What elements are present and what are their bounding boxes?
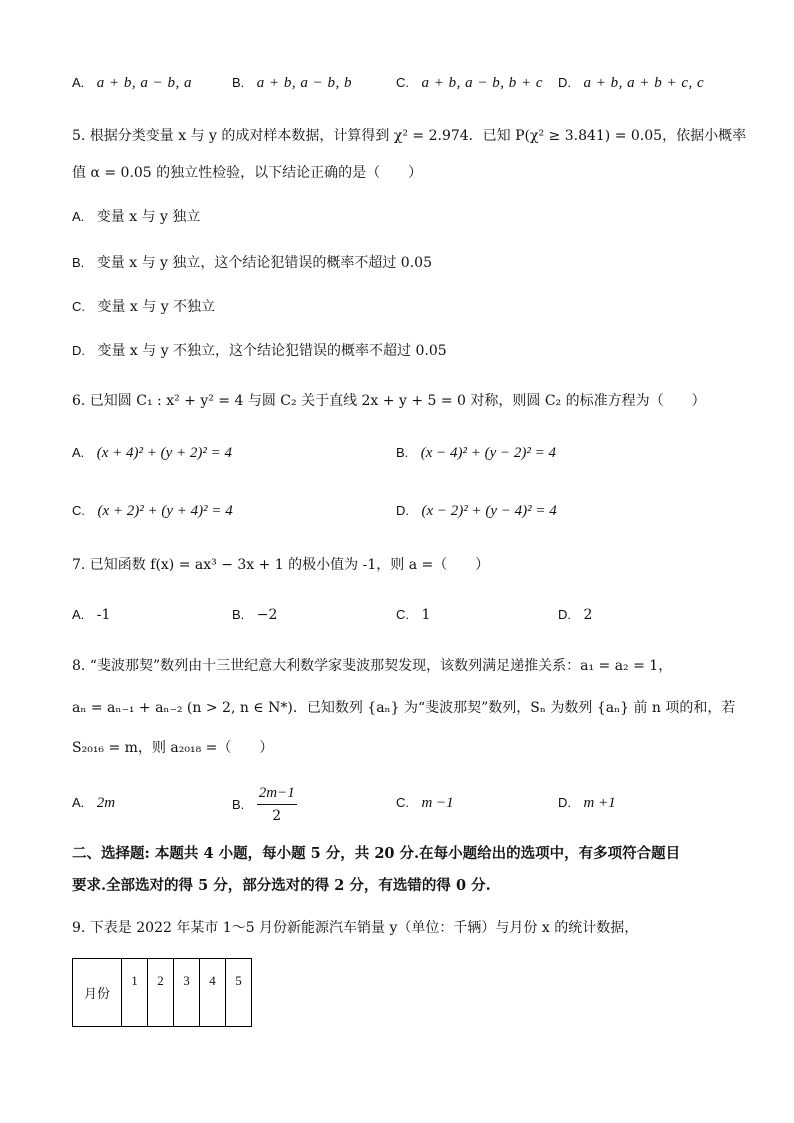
month-table [72, 958, 252, 1027]
table-header-cell: 月份 [73, 959, 122, 1027]
option-label: A. [72, 607, 85, 622]
option-text: 变量 x 与 y 独立，这个结论犯错误的概率不超过 0.05 [96, 255, 432, 271]
option-text: a + b, a − b, b [256, 75, 352, 91]
q8-option-c[interactable] [396, 792, 454, 814]
q6-stem: 6. 已知圆 C₁ : x² + y² = 4 与圆 C₂ 关于直线 2x + y + 5 = 0 对称，则圆 C₂ 的标准方程为（ ） [72, 393, 706, 409]
q8-stem-line1: 8. “斐波那契”数列由十三世纪意大利数学家斐波那契发现，该数列满足递推关系：a₁ = a₂ = 1， [72, 658, 673, 674]
option-label: C. [396, 607, 409, 622]
table-row [73, 959, 252, 1027]
option-text: 变量 x 与 y 独立 [96, 209, 201, 225]
q6-option-c[interactable] [72, 500, 233, 522]
fraction-denominator: 2 [272, 808, 282, 824]
q5-option-d[interactable] [72, 340, 447, 362]
option-text: 变量 x 与 y 不独立 [97, 299, 216, 315]
option-label: D. [558, 607, 571, 622]
q8-option-b[interactable] [232, 782, 297, 827]
q4-option-d[interactable] [558, 72, 704, 94]
q6-option-b[interactable] [396, 442, 556, 464]
q7-option-a[interactable] [72, 604, 110, 626]
section-heading-line2: 要求.全部选对的得 5 分，部分选对的得 2 分，有选错的得 0 分. [72, 877, 491, 894]
option-text: -1 [96, 607, 111, 623]
q6-option-a[interactable] [72, 442, 232, 464]
q4-option-a[interactable] [72, 72, 192, 94]
option-label: D. [558, 75, 571, 90]
option-label: B. [232, 796, 245, 812]
option-label: B. [232, 607, 245, 622]
option-text: 1 [421, 607, 431, 623]
fraction-numerator: 2m−1 [257, 782, 297, 805]
option-text: 2 [583, 607, 593, 623]
q7-option-c[interactable] [396, 604, 430, 626]
q8-option-a[interactable] [72, 792, 115, 814]
option-text: (x + 2)² + (y + 4)² = 4 [97, 503, 233, 519]
option-text: (x − 2)² + (y − 4)² = 4 [421, 503, 557, 519]
option-text: (x − 4)² + (y − 2)² = 4 [420, 445, 557, 461]
option-label: D. [396, 503, 409, 518]
option-text: −2 [256, 607, 278, 623]
option-text: a + b, a + b + c, c [583, 75, 705, 91]
table-cell: 4 [200, 959, 226, 1027]
table-cell: 5 [226, 959, 252, 1027]
q5-option-a[interactable] [72, 206, 200, 228]
q7-stem: 7. 已知函数 f(x) = ax³ − 3x + 1 的极小值为 -1，则 a =（ ） [72, 557, 490, 573]
option-label: C. [396, 795, 409, 810]
option-text: m +1 [583, 795, 616, 811]
option-text: 变量 x 与 y 不独立，这个结论犯错误的概率不超过 0.05 [97, 343, 447, 359]
option-label: D. [72, 343, 85, 358]
option-text: a + b, a − b, a [96, 75, 192, 91]
option-label: A. [72, 445, 85, 460]
option-label: B. [396, 445, 409, 460]
option-label: A. [72, 75, 85, 90]
q8-option-d[interactable] [558, 792, 616, 814]
section-heading-line1: 二、选择题: 本题共 4 小题，每小题 5 分，共 20 分.在每小题给出的选项中，有多项符合题目 [72, 845, 681, 862]
q9-stem: 9. 下表是 2022 年某市 1～5 月份新能源汽车销量 y（单位：千辆）与月份 x 的统计数据， [72, 920, 639, 936]
option-label: C. [72, 299, 85, 314]
fraction [257, 782, 297, 827]
q5-option-b[interactable] [72, 252, 432, 274]
option-label: B. [72, 255, 85, 270]
option-label: A. [72, 795, 85, 810]
q7-option-d[interactable] [558, 604, 592, 626]
q5-stem-line1: 5. 根据分类变量 x 与 y 的成对样本数据，计算得到 χ² = 2.974．已知 P(χ² ≥ 3.841) = 0.05，依据小概率 [72, 128, 747, 144]
q4-option-c[interactable] [396, 72, 543, 94]
q5-stem-line2: 值 α = 0.05 的独立性检验，以下结论正确的是（ ） [72, 165, 423, 181]
option-label: C. [396, 75, 409, 90]
option-label: A. [72, 209, 85, 224]
option-label: B. [232, 75, 245, 90]
option-text: a + b, a − b, b + c [421, 75, 543, 91]
option-text: m −1 [421, 795, 454, 811]
option-label: C. [72, 503, 85, 518]
option-label: D. [558, 795, 571, 810]
option-text: (x + 4)² + (y + 2)² = 4 [96, 445, 233, 461]
table-cell: 2 [148, 959, 174, 1027]
q8-stem-line3: S₂₀₁₆ = m，则 a₂₀₁₈ =（ ） [72, 740, 274, 756]
q8-stem-line2: aₙ = aₙ₋₁ + aₙ₋₂ (n > 2, n ∈ N*)．已知数列 {aₙ} 为“斐波那契”数列，Sₙ 为数列 {aₙ} 前 n 项的和，若 [72, 700, 736, 716]
q6-option-d[interactable] [396, 500, 557, 522]
table-cell: 3 [174, 959, 200, 1027]
option-text: 2m [96, 795, 116, 811]
q4-option-b[interactable] [232, 72, 352, 94]
q5-option-c[interactable] [72, 296, 215, 318]
table-cell: 1 [122, 959, 148, 1027]
q7-option-b[interactable] [232, 604, 277, 626]
